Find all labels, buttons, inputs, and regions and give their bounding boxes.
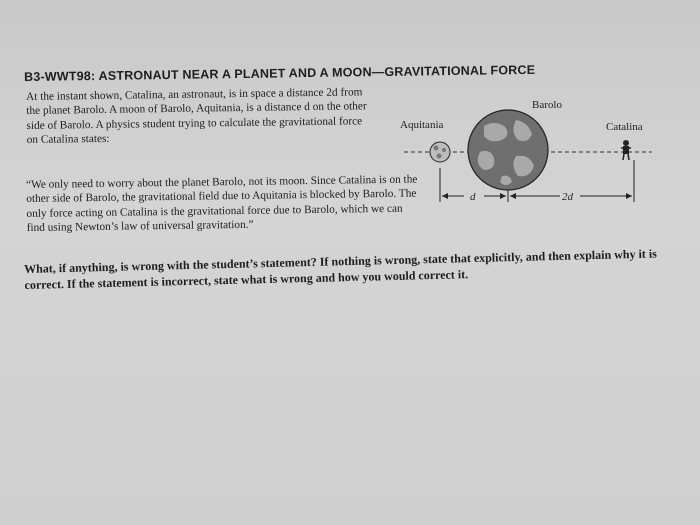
moon-aquitania <box>430 142 450 162</box>
planet-label: Barolo <box>532 99 562 111</box>
student-quote-text: “We only need to worry about the planet Barolo, not its moon. Since Catalina is on the other side of Barolo, the gravitational field due to Aquitania is blocked by Barolo. The only force acting on Catalina is the gravitational force due to Barolo, which we can find using Newton’s law of universal gravitation.” <box>26 173 418 235</box>
planet-barolo <box>468 110 548 190</box>
distance-2d-label: 2d <box>562 191 573 203</box>
distance-2d-arrow <box>510 191 632 203</box>
problem-setup-text: At the instant shown, Catalina, an astronaut, is in space a distance 2d from the planet Barolo. A moon of Barolo, Aquitania, is a distance d on the other side of Barolo. A physics student trying to calculate the gravitational force on Catalina states: <box>26 86 367 147</box>
astronaut-label: Catalina <box>606 121 643 133</box>
astronaut-catalina <box>621 140 631 160</box>
faded-background-text <box>22 4 442 44</box>
distance-d-label: d <box>470 191 476 203</box>
distance-d-arrow <box>442 191 506 203</box>
question-text: What, if anything, is wrong with the student’s statement? If nothing is wrong, state that explicitly, and then explain why it is correct. If the statement is incorrect, state what is wrong and how you would correct it. <box>24 246 657 292</box>
planet-moon-astronaut-diagram <box>384 90 684 220</box>
problem-title: B3-WWT98: ASTRONAUT NEAR A PLANET AND A MOON—GRAVITATIONAL FORCE <box>24 62 536 84</box>
moon-label: Aquitania <box>400 119 444 131</box>
